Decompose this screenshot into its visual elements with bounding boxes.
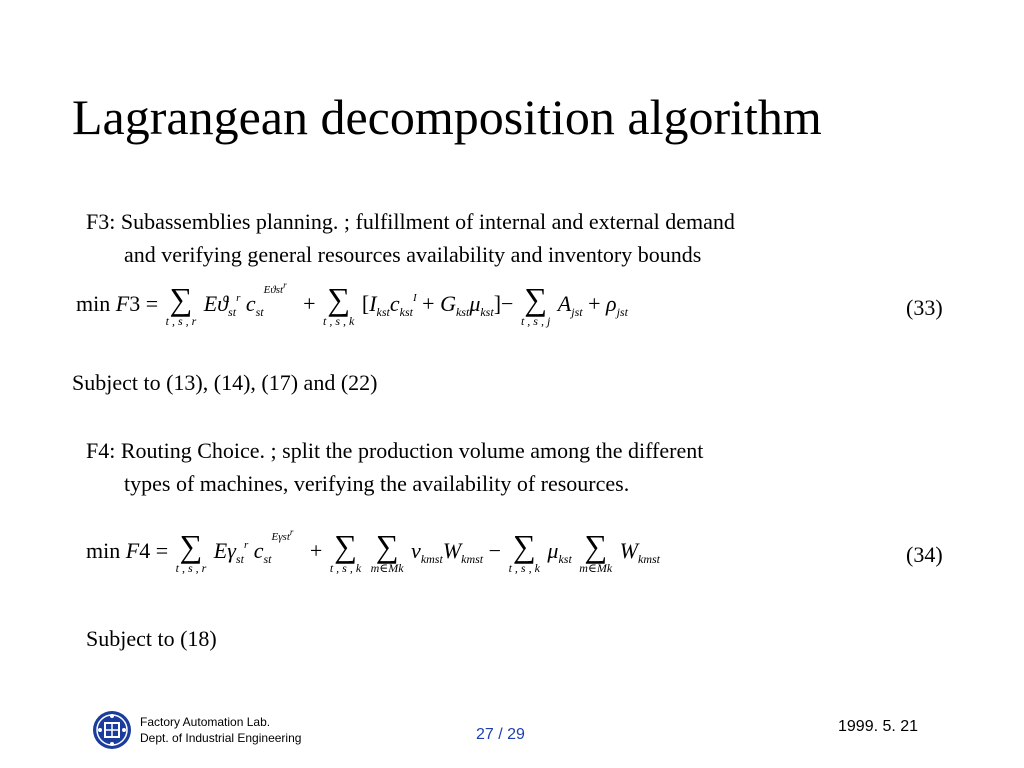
equation-33-number: (33) [906,295,943,320]
eq34-mu: μ [547,538,559,563]
eq33-sum-2: ∑ t , s , k [323,280,355,328]
slide-title: Lagrangean decomposition algorithm [72,89,822,145]
f4-line-2: types of machines, verifying the availability of resources. [124,471,630,496]
eq33-F: F [115,291,130,316]
footer-dept: Dept. of Industrial Engineering [140,731,302,745]
eq33-c2-sub: kst [399,305,413,319]
eq33-c: c [245,291,256,316]
eq34-nu: ν [411,538,421,563]
f3-description [86,205,966,271]
eq33-I-sub: kst [376,305,390,319]
eq34-num: 4 = [139,538,169,563]
eq33-c-sub: st [255,305,264,319]
eq34-gamma: γ [227,538,236,563]
page-number: 27 / 29 [476,726,525,743]
eq34-plus: + [309,538,323,563]
eq34-gamma-sup: r [243,539,249,551]
eq33-mu-sub: kst [480,305,494,319]
eq33-I: I [369,291,377,316]
footer-date: 1999. 5. 21 [838,718,919,735]
f4-line-1: F4: Routing Choice. ; split the production volume among the different [86,438,704,463]
footer-lab: Factory Automation Lab. [140,715,271,729]
eq34-E: E [213,538,228,563]
eq34-W2-sub: kmst [638,552,660,566]
eq33-A: A [557,291,572,316]
eq33-sum-3: ∑ t , s , j [520,280,551,328]
equation-33 [76,280,628,344]
f4-description [86,434,966,500]
eq33-exponent: Eϑstr [263,280,287,296]
f4-subject-to: Subject to (18) [86,626,217,651]
eq33-c2-sup: I [412,292,417,304]
eq33-G: G [440,291,456,316]
footer-affiliation [140,714,301,746]
eq33-mu: μ [469,291,481,316]
eq33-c2: c [389,291,400,316]
eq34-nu-sub: kmst [420,552,443,566]
eq33-bracket-open: [ [361,291,370,316]
eq34-sum-3: ∑ m∈Mk [370,527,404,575]
eq34-sum-4-limit: t , s , k [508,560,540,575]
eq34-sum-3-limit: m∈Mk [370,560,404,575]
eq34-W2: W [619,538,638,563]
eq34-sum-1-limit: t , s , r [175,560,207,575]
f3-subject-to: Subject to (13), (14), (17) and (22) [72,370,378,395]
eq33-rho: ρ [606,291,617,316]
university-emblem-icon [92,710,132,750]
eq33-sum-3-limit: t , s , j [520,313,551,328]
eq33-G-sub: kst [455,305,470,319]
eq34-c-sub: st [263,552,272,566]
eq33-minus: − [501,291,514,316]
eq33-theta-sup: r [236,292,241,304]
eq33-A-sub: jst [571,305,583,319]
eq33-rho-sub: jst [616,305,628,319]
eq33-num: 3 = [129,291,159,316]
equation-34 [86,527,660,591]
eq34-W1-sub: kmst [461,552,484,566]
eq34-exponent: Eγstr [271,527,294,543]
f3-line-1: F3: Subassemblies planning. ; fulfillment of internal and external demand [86,209,735,234]
eq33-plus-2: + [588,291,601,316]
eq33-sum-1: ∑ t , s , r [165,280,197,328]
eq34-F: F [125,538,140,563]
eq33-theta: ϑ [217,291,229,316]
eq33-E: E [203,291,218,316]
eq34-sum-4: ∑ t , s , k [508,527,540,575]
eq33-sum-1-limit: t , s , r [165,313,197,328]
eq34-mu-sub: kst [558,552,572,566]
eq34-sum-1: ∑ t , s , r [175,527,207,575]
equation-34-number: (34) [906,542,943,567]
eq33-sum-2-limit: t , s , k [323,313,355,328]
eq33-bracket-close: ] [493,291,502,316]
eq33-plus-1: + [303,291,316,316]
eq34-minus: − [488,538,502,563]
eq34-sum-2: ∑ t , s , k [329,527,362,575]
eq34-W1: W [442,538,462,563]
eq34-sum-5-limit: m∈Mk [579,560,613,575]
f3-line-2: and verifying general resources availability and inventory bounds [124,242,702,267]
eq33-theta-sub: st [228,305,237,319]
eq34-c: c [253,538,264,563]
eq33-plus-inner: + [422,291,435,316]
eq34-gamma-sub: st [235,552,244,566]
eq34-sum-2-limit: t , s , k [329,560,362,575]
eq34-sum-5: ∑ m∈Mk [579,527,613,575]
eq34-min: min [86,538,121,563]
eq33-min: min [76,291,111,316]
